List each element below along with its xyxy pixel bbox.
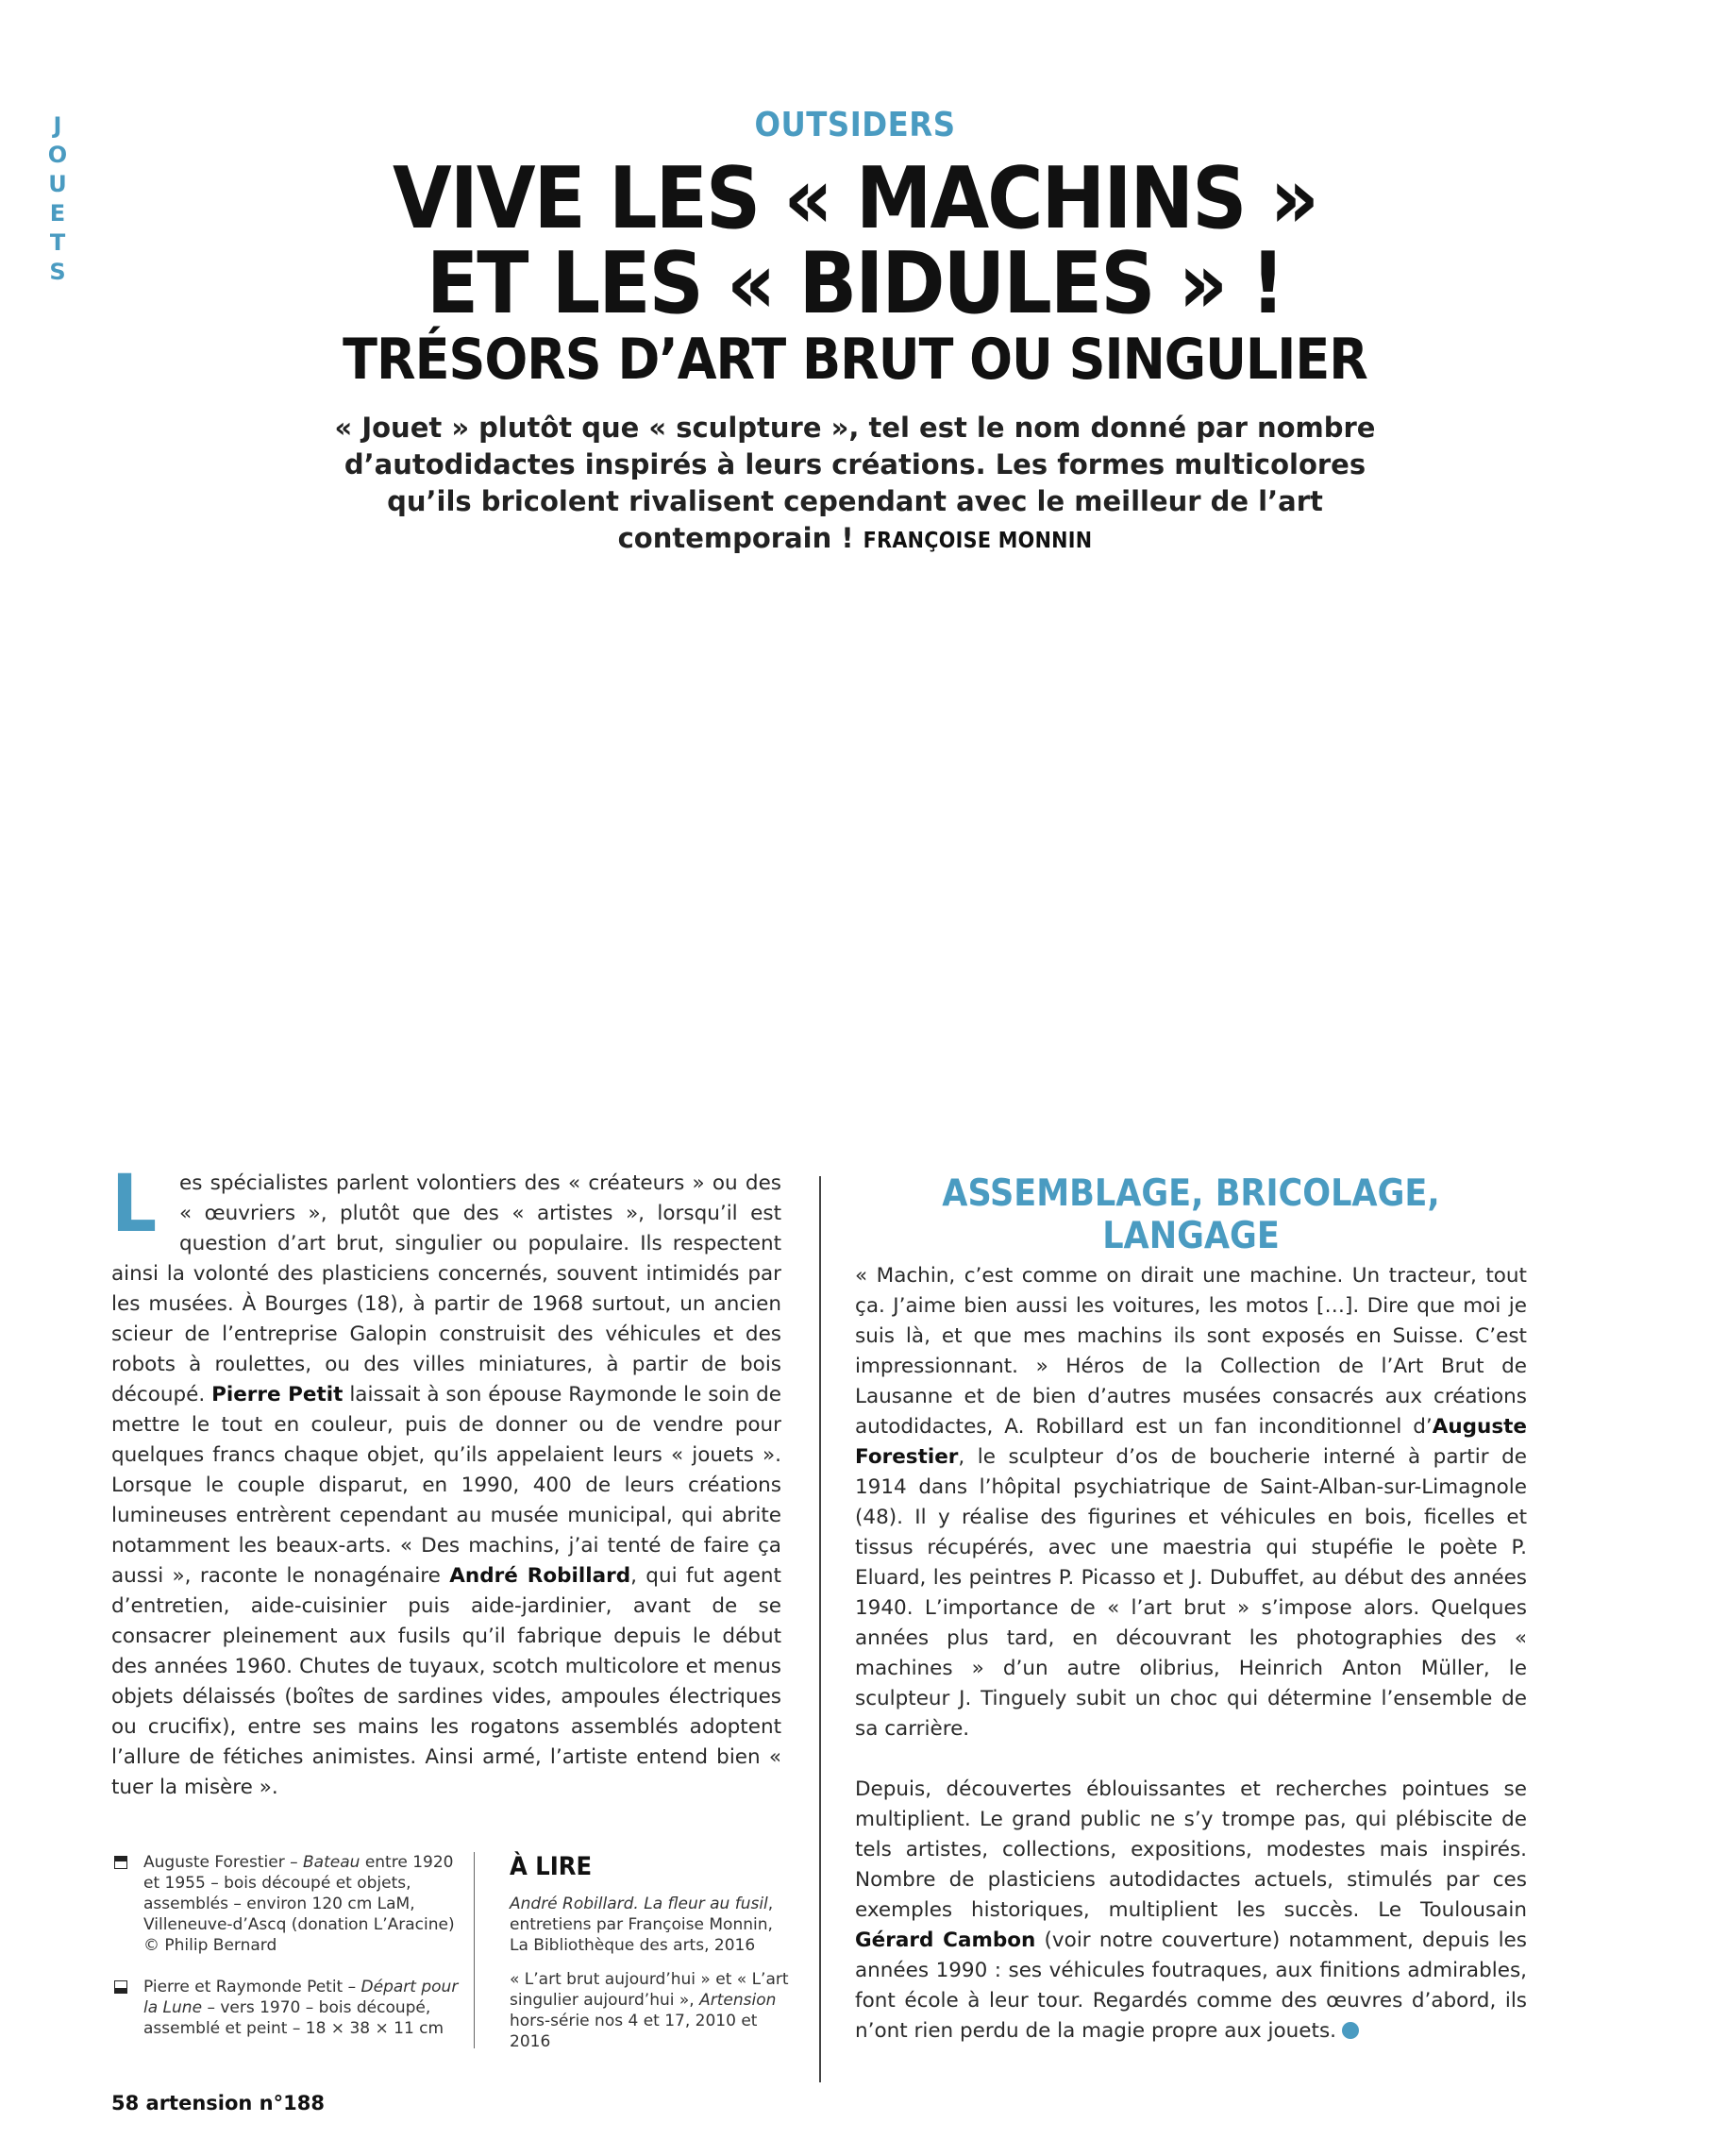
right-column [855, 1261, 1527, 2047]
paragraph-text: Depuis, découvertes éblouissantes et recherches pointues se multiplient. Le grand public ne s’y trompe pas, qui plébiscite de tels artistes, collections, expositions, modestes mais inspirés. Nombre de plasticiens autodidactes actuels, stimulés par ces exemples historiques, multiplient les succès. Le Toulousain [855, 1777, 1527, 1922]
page-folio: 58 artension n°188 [111, 2092, 325, 2114]
caption-artist: Pierre et Raymonde Petit – [143, 1978, 357, 1996]
caption-artist: Auguste Forestier – [143, 1853, 298, 1872]
reading-heading: À LIRE [510, 1852, 593, 1881]
caption-work-title: Départ pour la Lune [143, 1978, 459, 2017]
rubric-letter: S [49, 259, 66, 285]
title-line-2: ET LES « BIDULES » ! [426, 234, 1284, 333]
reading-reference [510, 1969, 793, 2052]
right-paragraph [855, 1261, 1527, 1744]
caption-details: entre 1920 et 1955 – bois découpé et objets, assemblés – environ 120 cm LaM, Villeneuve-d’Ascq (donation L’Aracine) © Philip Bernard [143, 1853, 455, 1955]
paragraph-text: , qui fut agent d’entretien, aide-cuisinier puis aide-jardinier, avant de se consacrer pleinement aux fusils qu’il fabrique depuis le début des années 1960. Chutes de tuyaux, scotch multicolore et menus objets délaissés (boîtes de sardines vides, ampoules électriques ou crucifix), entre ses mains les rogatons assemblés adoptent l’allure de fétiches animistes. Ainsi armé, l’artiste entend bien « tuer la misère ». [111, 1564, 781, 1799]
image-bottom-icon [114, 1980, 127, 1994]
left-paragraph [111, 1157, 781, 1803]
paragraph-text: « Machin, c’est comme on dirait une machine. Un tracteur, tout ça. J’aime bien aussi les voitures, les motos […]. Dire que moi je suis là, et que mes machins ils sont exposés en Suisse. C’est impressionnant. » Héros de la Collection de l’Art Brut de Lausanne et de bien d’autres musées consacrés aux créations autodidactes, A. Robillard est un fan inconditionnel d’ [855, 1264, 1527, 1439]
artist-name: André Robillard [449, 1564, 631, 1588]
reference-details: hors-série nos 4 et 17, 2010 et 2016 [510, 2012, 758, 2051]
article-title [0, 149, 1710, 333]
reference-magazine: Artension [699, 1991, 777, 2010]
paragraph-text: , le sculpteur d’os de boucherie interné à partir de 1914 dans l’hôpital psychiatrique de Saint-Alban-sur-Limagnole (48). Il y réalise des figurines et véhicules en bois, ficelles et tissus récupérés, avec une maestria qui stupéfie le poète P. Eluard, les peintres P. Picasso et J. Dubuffet, au début des années 1940. L’importance de « l’art brut » s’impose alors. Quelques années plus tard, en découvrant les photographies des « machines » d’un autre olibrius, Heinrich Anton Müller, le sculpteur J. Tinguely subit un choc qui détermine l’ensemble de sa carrière. [855, 1445, 1527, 1741]
section-heading: ASSEMBLAGE, BRICOLAGE, LANGAGE [942, 1172, 1440, 1257]
drop-cap: L [111, 1157, 158, 1250]
reading-box [510, 1852, 793, 2065]
caption-details: – vers 1970 – bois découpé, assemblé et peint – 18 × 38 × 11 cm [143, 1998, 444, 2038]
rubric-letter: U [48, 171, 67, 197]
caption-work-title: Bateau [303, 1853, 360, 1872]
image-top-icon [114, 1856, 127, 1869]
caption [111, 1852, 465, 1956]
paragraph-text: laissait à son épouse Raymonde le soin de mettre le tout en couleur, puis de donner ou de vendre pour quelques francs chaque objet, qu’ils appelaient leurs « jouets ». Lorsque le couple disparut, en 1990, 400 de leurs créations lumineuses entrèrent cependant au musée municipal, qui abrite notamment les beaux-arts. « Des machins, j’ai tenté de faire ça aussi », raconte le nonagénaire [111, 1383, 781, 1588]
section-kicker: OUTSIDERS [754, 106, 956, 144]
reading-reference [510, 1894, 793, 1956]
caption [111, 1977, 465, 2039]
reference-title: André Robillard. La fleur au fusil [510, 1895, 768, 1913]
rubric-letter: O [47, 142, 68, 168]
title-line-1: VIVE LES « MACHINS » [393, 149, 1317, 248]
right-paragraph [855, 1775, 1527, 2047]
lead-text: « Jouet » plutôt que « sculpture », tel est le nom donné par nombre d’autodidactes inspirés à leurs créations. Les formes multicolores qu’ils bricolent rivalisent cependant avec le meilleur de l’art contemporain ! [334, 412, 1376, 554]
column-divider [819, 1176, 821, 2082]
paragraph-text: es spécialistes parlent volontiers des « créateurs » ou des « œuvriers », plutôt que des « artistes », lorsqu’il est question d’art brut, singulier ou populaire. Ils respectent ainsi la volonté des plasticiens concernés, souvent intimidés par les musées. À Bourges (18), à partir de 1968 surtout, un ancien scieur de l’entreprise Galopin construisit des véhicules et des robots à roulettes, ou des villes miniatures, à partir de bois découpé. [111, 1171, 781, 1406]
reference-title: « L’art brut aujourd’hui » et « L’art singulier aujourd’hui », [510, 1970, 789, 2010]
reference-details: , entretiens par Françoise Monnin, La Bibliothèque des arts, 2016 [510, 1895, 774, 1955]
artist-name: Auguste Forestier [855, 1415, 1527, 1469]
rubric-letter: E [49, 200, 66, 227]
paragraph-text: (voir notre couverture) notamment, depuis les années 1990 : ses véhicules foutraques, aux finitions admirables, font école à leur tour. Regardés comme des œuvres d’abord, ils n’ont rien perdu de la magie propre aux jouets. [855, 1929, 1527, 2043]
image-captions [111, 1852, 465, 2060]
article-lead [330, 410, 1380, 560]
rubric-letter: T [49, 229, 66, 256]
end-of-article-dot-icon [1342, 2022, 1359, 2039]
article-subtitle: TRÉSORS D’ART BRUT OU SINGULIER [343, 327, 1367, 393]
caption-divider [474, 1852, 475, 2048]
left-column [111, 1157, 781, 1803]
artist-name: Pierre Petit [211, 1383, 344, 1406]
rubric-letter: J [53, 112, 62, 139]
author-byline: FRANÇOISE MONNIN [863, 529, 1093, 553]
artist-name: Gérard Cambon [855, 1929, 1036, 1952]
